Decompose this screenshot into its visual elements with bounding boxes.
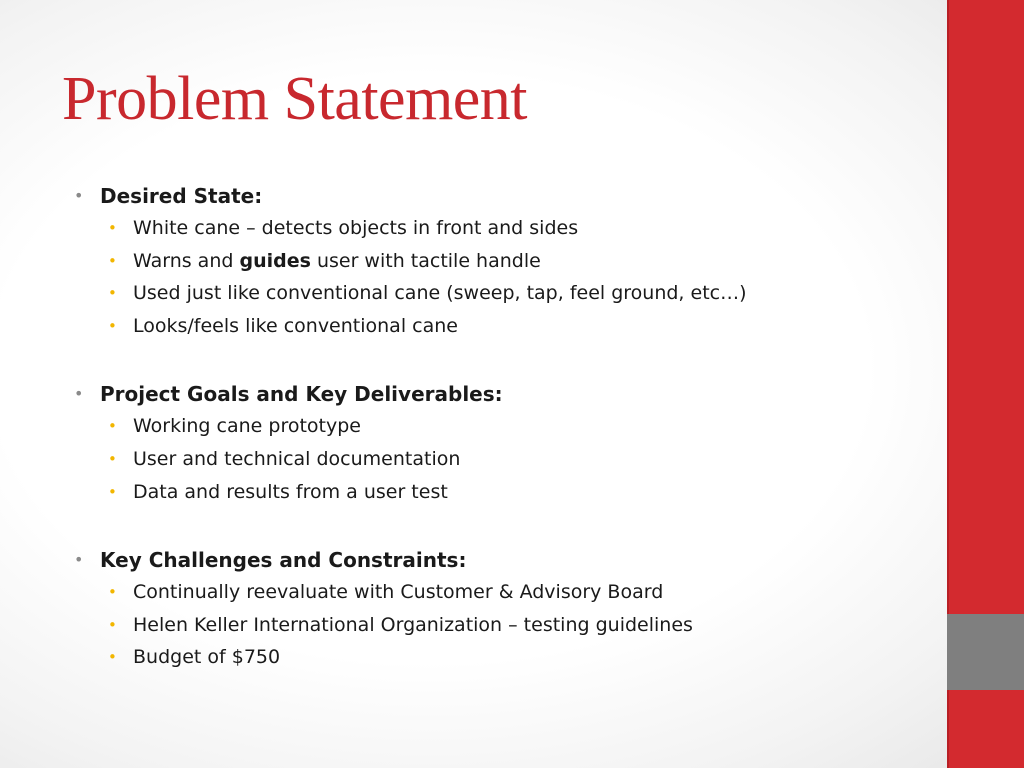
list-item-text: User and technical documentation <box>133 447 461 470</box>
list-item-text: Used just like conventional cane (sweep, tap, feel ground, etc…) <box>133 282 747 305</box>
list-item <box>72 576 932 609</box>
list-item <box>72 609 932 642</box>
section-heading-key-challenges <box>72 544 932 576</box>
list-item-text: Budget of $750 <box>133 646 281 669</box>
bullet-icon: • <box>74 550 84 570</box>
list-item <box>72 245 932 278</box>
bullet-icon: • <box>108 284 117 303</box>
list-item-text: Helen Keller International Organization – testing guidelines <box>133 613 693 636</box>
bullet-icon: • <box>74 384 84 404</box>
list-item <box>72 410 932 443</box>
list-item <box>72 641 932 674</box>
list-item-text-post: user with tactile handle <box>310 249 541 272</box>
bullet-icon: • <box>108 219 117 237</box>
bullet-icon: • <box>108 648 117 667</box>
section-heading-project-goals <box>72 378 932 410</box>
side-accent-band <box>947 0 1024 768</box>
bullet-icon: • <box>74 186 84 205</box>
section-heading-desired-state <box>72 180 932 212</box>
section-gap <box>72 342 932 378</box>
list-item <box>72 443 932 476</box>
list-item <box>72 212 932 245</box>
bullet-icon: • <box>108 615 117 634</box>
list-item-text: Working cane prototype <box>133 415 361 438</box>
list-item <box>72 476 932 509</box>
list-item-text: Looks/feels like conventional cane <box>133 314 458 337</box>
list-item-text: White cane – detects objects in front and sides <box>133 217 579 239</box>
list-item <box>72 277 932 310</box>
list-item-text: Data and results from a user test <box>133 480 448 503</box>
bullet-icon: • <box>108 251 117 270</box>
section-gap <box>72 508 932 544</box>
bullet-icon: • <box>108 449 117 468</box>
bullet-content <box>72 180 932 674</box>
bullet-icon: • <box>108 583 117 602</box>
bullet-icon: • <box>108 316 117 335</box>
section-heading-text: Desired State: <box>100 184 263 208</box>
list-item-text-bold: guides <box>239 249 311 272</box>
list-item-text-pre: Warns and <box>133 249 240 272</box>
section-heading-text: Project Goals and Key Deliverables: <box>100 382 503 407</box>
list-item-text: Continually reevaluate with Customer & Advisory Board <box>133 581 664 604</box>
bullet-icon: • <box>108 417 117 436</box>
page-title: Problem Statement <box>62 65 528 133</box>
bullet-icon: • <box>108 482 117 501</box>
list-item <box>72 310 932 343</box>
section-heading-text: Key Challenges and Constraints: <box>100 548 467 573</box>
band-gray-block <box>947 614 1024 690</box>
